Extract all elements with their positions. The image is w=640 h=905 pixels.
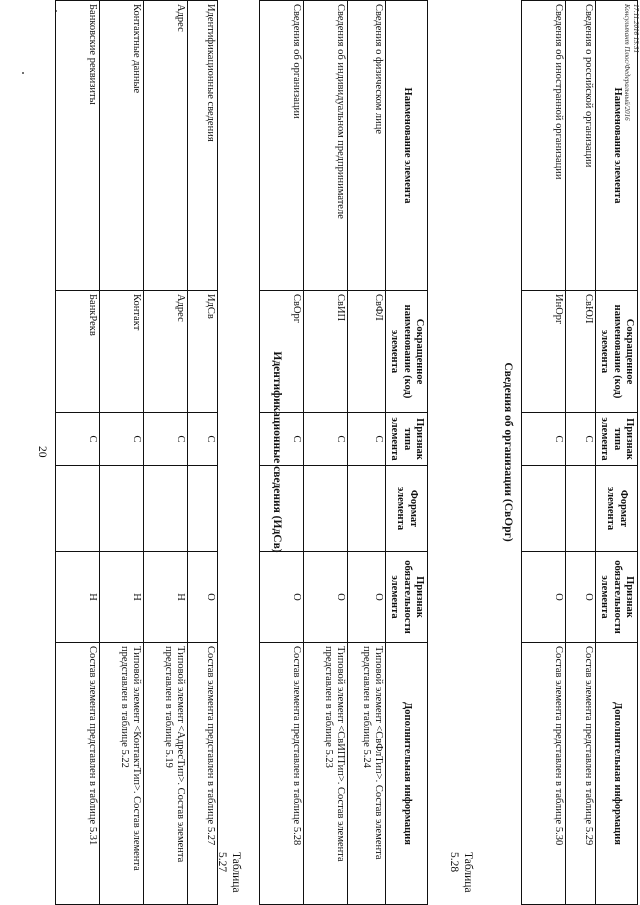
cell-format [144,466,188,552]
cell-required: Н [144,552,188,643]
table-row [188,1,218,905]
header-info: Дополнительная информация [596,643,638,905]
cell-type: С [260,413,304,466]
header-format: Формат элемента [596,466,638,552]
cell-info: Типовой элемент <СвФлТип>. Состав элемента представлен в таблице 5.24 [348,643,386,905]
cell-code: СвФЛ [348,291,386,413]
cell-type: С [348,413,386,466]
cell-info: Состав элемента представлен в таблице 5.28 [260,643,304,905]
table-number-528: Таблица 5.28 [448,852,474,893]
cell-code: БанкРекв [56,291,100,413]
header-format: Формат элемента [386,466,428,552]
cell-code: ИнОрг [522,291,566,413]
footer-line-2: Консультант Плюс/Федеральный/2016 [622,4,631,121]
cell-code: СвИП [304,291,348,413]
cell-code: СвОрг [260,291,304,413]
footer-stamp [621,4,640,124]
cell-name: Адрес [144,1,188,291]
cell-name: Сведения о физическом лице [348,1,386,291]
cell-type: С [56,413,100,466]
table-527 [259,0,428,905]
table-528 [521,0,638,905]
header-code: Сокращенное наименование (код) элемента [596,291,638,413]
cell-name: Контактные данные [100,1,144,291]
cell-format [188,466,218,552]
table-number-527: Таблица 5.27 [216,852,242,893]
cell-required: О [566,552,596,643]
cell-required: О [304,552,348,643]
cell-name: Сведения об иностранной организации [522,1,566,291]
top-table [55,0,218,905]
cell-info: Состав элемента представлен в таблице 5.27 [188,643,218,905]
cell-code: Контакт [100,291,144,413]
cell-name: Идентификационные сведения [188,1,218,291]
header-required: Признак обязательности элемента [386,552,428,643]
cell-info: Состав элемента представлен в таблице 5.31 [56,643,100,905]
cell-format [56,466,100,552]
cell-code: ИдСв [188,291,218,413]
cell-name: Сведения об организации [260,1,304,291]
cell-format [260,466,304,552]
header-name: Наименование элемента [386,1,428,291]
cell-info: Состав элемента представлен в таблице 5.30 [522,643,566,905]
page-number: 20 [36,446,48,458]
cell-type: С [100,413,144,466]
table-title-527: Идентификационные сведения (ИдСв) [271,351,283,553]
cell-required: Н [56,552,100,643]
cell-info: Типовой элемент <КонтактТип>. Состав элемента представлен в таблице 5.22 [100,643,144,905]
cell-info: Типовой элемент <АдресТип>. Состав элемента представлен в таблице 5.19 [144,643,188,905]
cell-required: О [260,552,304,643]
cell-required: О [348,552,386,643]
table-row [522,1,566,905]
table-title-528: Сведения об организации (СвОрг) [502,362,514,542]
table-row [144,1,188,905]
header-type: Признак типа элемента [596,413,638,466]
cell-type: С [522,413,566,466]
cell-info: Состав элемента представлен в таблице 5.29 [566,643,596,905]
header-type: Признак типа элемента [386,413,428,466]
cell-name: Банковские реквизиты [56,1,100,291]
cell-format [304,466,348,552]
table-row [56,1,100,905]
table-row [566,1,596,905]
header-name: Наименование элемента [596,1,638,291]
cell-name: Сведения об индивидуальном предпринимателе [304,1,348,291]
cell-format [348,466,386,552]
footer-line-1: 17.11.2016 13:31 [632,4,640,54]
table-row [348,1,386,905]
cell-type: С [304,413,348,466]
cell-required: О [522,552,566,643]
table-row [100,1,144,905]
cell-type: С [144,413,188,466]
header-info: Дополнительная информация [386,643,428,905]
cell-type: С [188,413,218,466]
header-code: Сокращенное наименование (код) элемента [386,291,428,413]
cell-type: С [566,413,596,466]
cell-code: Адрес [144,291,188,413]
header-required: Признак обязательности элемента [596,552,638,643]
cell-name: Сведения о российской организации [566,1,596,291]
cell-code: СвЮЛ [566,291,596,413]
cell-info: Типовой элемент <СвИПТип>. Состав элемента представлен в таблице 5.23 [304,643,348,905]
cell-required: О [188,552,218,643]
table-row [260,1,304,905]
table-row [304,1,348,905]
cell-format [566,466,596,552]
cell-format [100,466,144,552]
cell-format [522,466,566,552]
cell-required: Н [100,552,144,643]
scan-speck [22,72,24,74]
